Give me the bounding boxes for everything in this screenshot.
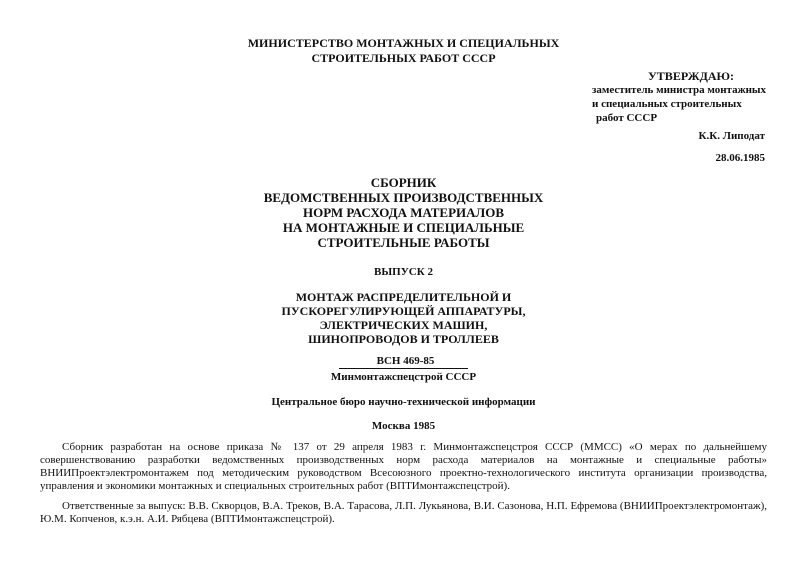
document-title (0, 175, 807, 250)
document-code-text: ВСН 469-85 (339, 355, 469, 369)
document-code-org: Минмонтажспецстрой СССР (330, 371, 477, 383)
approval-block (592, 69, 772, 125)
approval-line-3: работ СССР (596, 112, 658, 124)
title-line-2: ВЕДОМСТВЕННЫХ ПРОИЗВОДСТВЕННЫХ (263, 190, 544, 205)
approval-line-1: заместитель министра монтажных (592, 84, 766, 96)
approval-signer: К.К. Липодат (698, 130, 765, 142)
document-code (0, 355, 807, 369)
title-line-1: СБОРНИК (370, 175, 437, 190)
subject-line-3: ЭЛЕКТРИЧЕСКИХ МАШИН, (319, 318, 488, 332)
paragraph-responsible: Ответственные за выпуск: В.В. Скворцов, В.А. Треков, В.А. Тарасова, Л.П. Лукьянова, В.И. Сазонова, Н.П. Ефремова (ВНИИПроектэлектромонтаж), Ю.М. Копченов, к.э.н. А.И. Рябцева (ВПТИмонтажспецстрой). (40, 500, 767, 525)
subject-line-2: ПУСКОРЕГУЛИРУЮЩЕЙ АППАРАТУРЫ, (281, 304, 526, 318)
approval-heading: УТВЕРЖДАЮ: (648, 69, 735, 83)
ministry-line-1: МИНИСТЕРСТВО МОНТАЖНЫХ И СПЕЦИАЛЬНЫХ (247, 36, 560, 50)
title-line-4: НА МОНТАЖНЫЕ И СПЕЦИАЛЬНЫЕ (282, 220, 525, 235)
subject-line-4: ШИНОПРОВОДОВ И ТРОЛЛЕЕВ (308, 332, 499, 346)
ministry-header (0, 36, 807, 66)
city-year: Москва 1985 (371, 420, 436, 432)
title-line-3: НОРМ РАСХОДА МАТЕРИАЛОВ (302, 205, 505, 220)
subject-line-1: МОНТАЖ РАСПРЕДЕЛИТЕЛЬНОЙ И (295, 290, 512, 304)
paragraph-origin: Сборник разработан на основе приказа № 137 от 29 апреля 1983 г. Минмонтажспецстроя СССР (ММСС) «О мерах по дальнейшему совершенствованию разработки ведомственных производственных норм расхода материалов на монтажные и специальные работы» ВНИИПроектэлектромонтажем под методическим руководством Всесоюзного проектно-технологического института организации производства, управления и экономики монтажных и специальных строительных работ (ВПТИмонтажспецстрой). (40, 441, 767, 492)
issue-number: ВЫПУСК 2 (374, 266, 433, 278)
document-subject (0, 290, 807, 346)
ministry-line-2: СТРОИТЕЛЬНЫХ РАБОТ СССР (311, 51, 496, 65)
title-line-5: СТРОИТЕЛЬНЫЕ РАБОТЫ (317, 235, 490, 250)
approval-line-2: и специальных строительных (592, 98, 742, 110)
approval-date: 28.06.1985 (715, 152, 765, 164)
publisher-bureau: Центральное бюро научно-технической информации (271, 396, 536, 408)
